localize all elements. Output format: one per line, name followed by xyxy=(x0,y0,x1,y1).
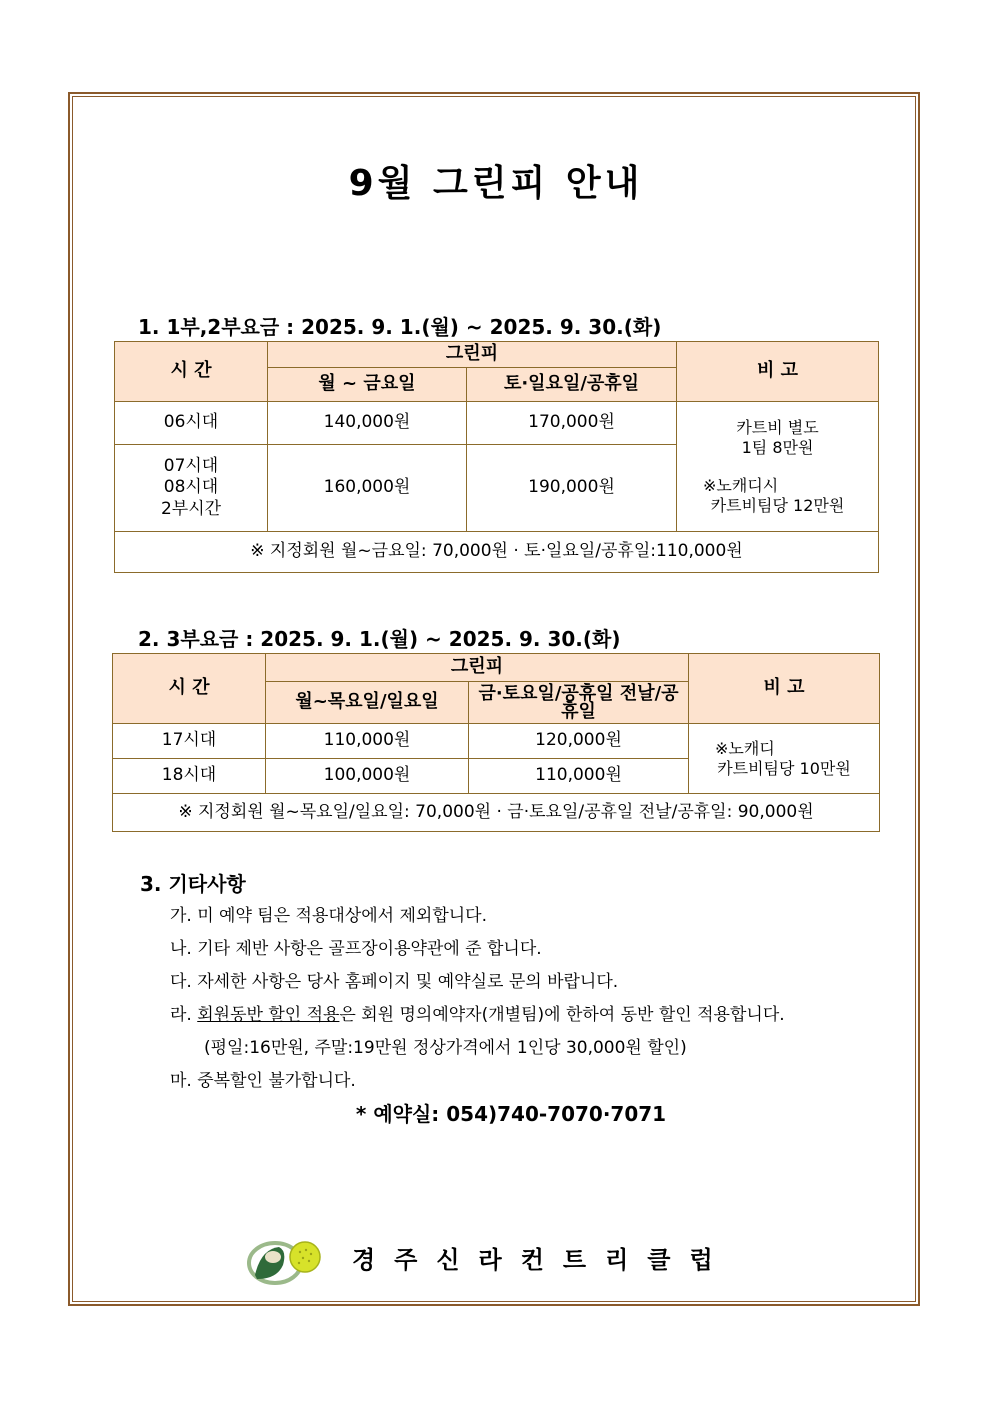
s2-header-col1: 월~목요일/일요일 xyxy=(266,682,469,724)
s2-footnote: ※ 지정회원 월~목요일/일요일: 70,000원 · 금·토요일/공휴일 전날/공휴일: 90,000원 xyxy=(113,794,880,832)
s1-header-weekend: 토·일요일/공휴일 xyxy=(467,368,677,402)
note-item-3: 다. 자세한 사항은 당사 홈페이지 및 예약실로 문의 바랍니다. xyxy=(170,972,619,992)
s1-row1-time: 06시대 xyxy=(115,402,268,445)
s1-row1-weekend: 170,000원 xyxy=(467,402,677,445)
s2-row1-time: 17시대 xyxy=(113,724,266,759)
note-item-1: 가. 미 예약 팀은 적용대상에서 제외합니다. xyxy=(170,906,488,926)
note-item-5: 마. 중복할인 불가합니다. xyxy=(170,1071,356,1091)
s2-header-col2: 금·토요일/공휴일 전날/공휴일 xyxy=(469,682,689,724)
s2-remark-line1: ※노캐디 xyxy=(715,738,775,758)
s1-row2-time: 07시대 08시대 2부시간 xyxy=(115,445,268,532)
contact-phone: * 예약실: 054)740-7070·7071 xyxy=(355,1102,667,1126)
note-item-4-suffix: 은 회원 명의예약자(개별팀)에 한하여 동반 할인 적용합니다. xyxy=(339,1005,785,1025)
section1-table xyxy=(114,341,879,573)
note-item-4-sub: (평일:16만원, 주말:19만원 정상가격에서 1인당 30,000원 할인) xyxy=(204,1038,687,1058)
section3-heading: 3. 기타사항 xyxy=(140,872,246,896)
s2-header-time: 시 간 xyxy=(113,654,266,724)
section2-heading: 2. 3부요금 : 2025. 9. 1.(월) ~ 2025. 9. 30.(화) xyxy=(138,627,621,651)
section2-table xyxy=(112,653,880,832)
s1-remark-line2: 1팀 8만원 xyxy=(741,437,814,457)
s2-remark-cell xyxy=(689,724,880,794)
note-item-4-underlined: 회원동반 할인 적용 xyxy=(197,1005,340,1025)
s1-remark-line4: 카트비팀당 12만원 xyxy=(710,495,845,515)
club-logo-icon xyxy=(243,1235,329,1285)
s1-remark-line3: ※노캐디시 xyxy=(703,475,779,495)
s1-header-time: 시 간 xyxy=(115,342,268,402)
s2-header-greenfee: 그린피 xyxy=(266,654,689,682)
note-item-4 xyxy=(170,999,785,1032)
s1-header-remark: 비 고 xyxy=(677,342,879,402)
note-item-4-prefix: 라. xyxy=(170,1005,198,1025)
s1-header-greenfee: 그린피 xyxy=(268,342,677,368)
s1-row2-weekday: 160,000원 xyxy=(268,445,467,532)
s2-row2-col2: 110,000원 xyxy=(469,759,689,794)
s1-remark-cell xyxy=(677,402,879,532)
s2-row1-col2: 120,000원 xyxy=(469,724,689,759)
s2-row2-time: 18시대 xyxy=(113,759,266,794)
s2-row1-col1: 110,000원 xyxy=(266,724,469,759)
section1-heading: 1. 1부,2부요금 : 2025. 9. 1.(월) ~ 2025. 9. 30.(화) xyxy=(138,315,662,339)
notes-list xyxy=(170,900,785,1098)
s1-remark-line1: 카트비 별도 xyxy=(736,417,819,437)
club-name: 경주신라컨트리클럽 xyxy=(352,1246,732,1274)
s1-header-weekday: 월 ~ 금요일 xyxy=(268,368,467,402)
s1-row1-weekday: 140,000원 xyxy=(268,402,467,445)
note-item-2: 나. 기타 제반 사항은 골프장이용약관에 준 합니다. xyxy=(170,939,542,959)
s1-row2-weekend: 190,000원 xyxy=(467,445,677,532)
s2-header-remark: 비 고 xyxy=(689,654,880,724)
s1-footnote: ※ 지정회원 월~금요일: 70,000원 · 토·일요일/공휴일:110,000원 xyxy=(115,532,879,573)
page-title: 9월 그린피 안내 xyxy=(348,163,644,204)
s2-row2-col1: 100,000원 xyxy=(266,759,469,794)
s2-remark-line2: 카트비팀당 10만원 xyxy=(717,758,851,778)
